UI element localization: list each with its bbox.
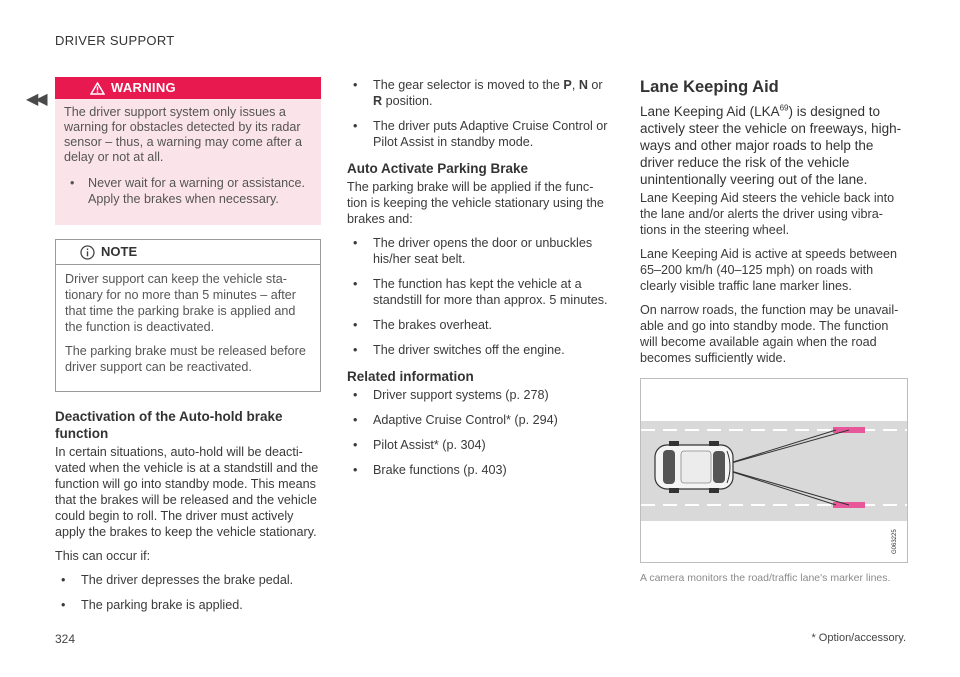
column-left [55,77,321,622]
related-link[interactable]: • Brake functions (p. 403) [353,463,507,477]
paragraph: The parking brake will be applied if the func-tion is keeping the vehicle stationary using the brakes and: [347,180,604,226]
paragraph: On narrow roads, the function may be unavail-able and go into standby mode. The function will become available again when the road becomes sufficiently wide. [640,303,899,365]
note-paragraph: Driver support can keep the vehicle sta-tionary for no more than 5 minutes – after that time the parking brake is applied and the function is deactivated. [65,272,297,334]
section-heading: Deactivation of the Auto-hold brake function [55,409,283,441]
column-right [640,77,907,584]
list-item: • The function has kept the vehicle at a standstill for more than approx. 5 minutes. [353,277,608,307]
info-icon [80,245,95,260]
figure-caption: A camera monitors the road/traffic lane's marker lines. [640,572,891,584]
list-item: • The brakes overheat. [353,318,493,332]
paragraph: This can occur if: [55,549,151,563]
warning-triangle-icon [90,82,105,95]
car-icon [655,441,733,493]
warning-header [55,77,321,99]
note-header [56,240,320,265]
paragraph: Lane Keeping Aid is active at speeds between 65–200 km/h (40–125 mph) on roads with clearly visible traffic lane marker lines. [640,247,897,293]
list-item: • The driver switches off the engine. [353,343,565,357]
lead-paragraph: Lane Keeping Aid (LKA$^{69}$) is designed to actively steer the vehicle on freeways, high-ways and other major roads to help the driver reduce the risk of the vehicle unintentionally veering out of the lane. [640,103,902,187]
column-middle [347,77,612,487]
warning-box [55,77,321,225]
page-number: 324 [55,632,76,646]
paragraph: In certain situations, auto-hold will be deacti-vated when the vehicle is at a standstill and the function will go into standby mode. This means that the brakes will be released and the vehicle could begin to roll. The driver must actively apply the brakes to keep the vehicle stationary. [55,445,319,539]
warning-text: The driver support system only issues a warning for obstacles detected by its radar sensor – thus, a warning may come after a delay or not at all. [64,105,302,164]
section-heading: Related information [347,369,474,384]
list-item: • The gear selector is moved to the P, N or R position. [353,78,603,108]
double-chevron-left-icon[interactable]: ◀◀ [26,91,45,108]
section-heading: Auto Activate Parking Brake [347,161,529,176]
note-paragraph: The parking brake must be released before driver support can be reactivated. [65,344,306,374]
section-header: DRIVER SUPPORT [55,33,175,48]
list-item: • The driver opens the door or unbuckles his/her seat belt. [353,236,593,266]
note-title: NOTE [101,244,138,259]
list-item: • The parking brake is applied. [61,598,243,612]
car-lane-diagram [641,379,907,562]
lane-camera-illustration [640,378,908,563]
page-section-title: Lane Keeping Aid [640,78,779,96]
note-box [55,239,321,392]
related-link[interactable]: • Driver support systems (p. 278) [353,388,549,402]
related-link[interactable]: • Pilot Assist* (p. 304) [353,438,486,452]
list-item: • Never wait for a warning or assistance. Apply the brakes when necessary. [70,176,305,206]
list-item: • The driver puts Adaptive Cruise Control or Pilot Assist in standby mode. [353,119,608,149]
warning-title: WARNING [111,80,176,95]
footnote: * Option/accessory. [811,632,906,644]
figure-code: G063225 [892,529,898,554]
paragraph: Lane Keeping Aid steers the vehicle back into the lane and/or alerts the driver using vibra-tions in the steering wheel. [640,191,895,237]
related-link[interactable]: • Adaptive Cruise Control* (p. 294) [353,413,558,427]
list-item: • The driver depresses the brake pedal. [61,573,294,587]
